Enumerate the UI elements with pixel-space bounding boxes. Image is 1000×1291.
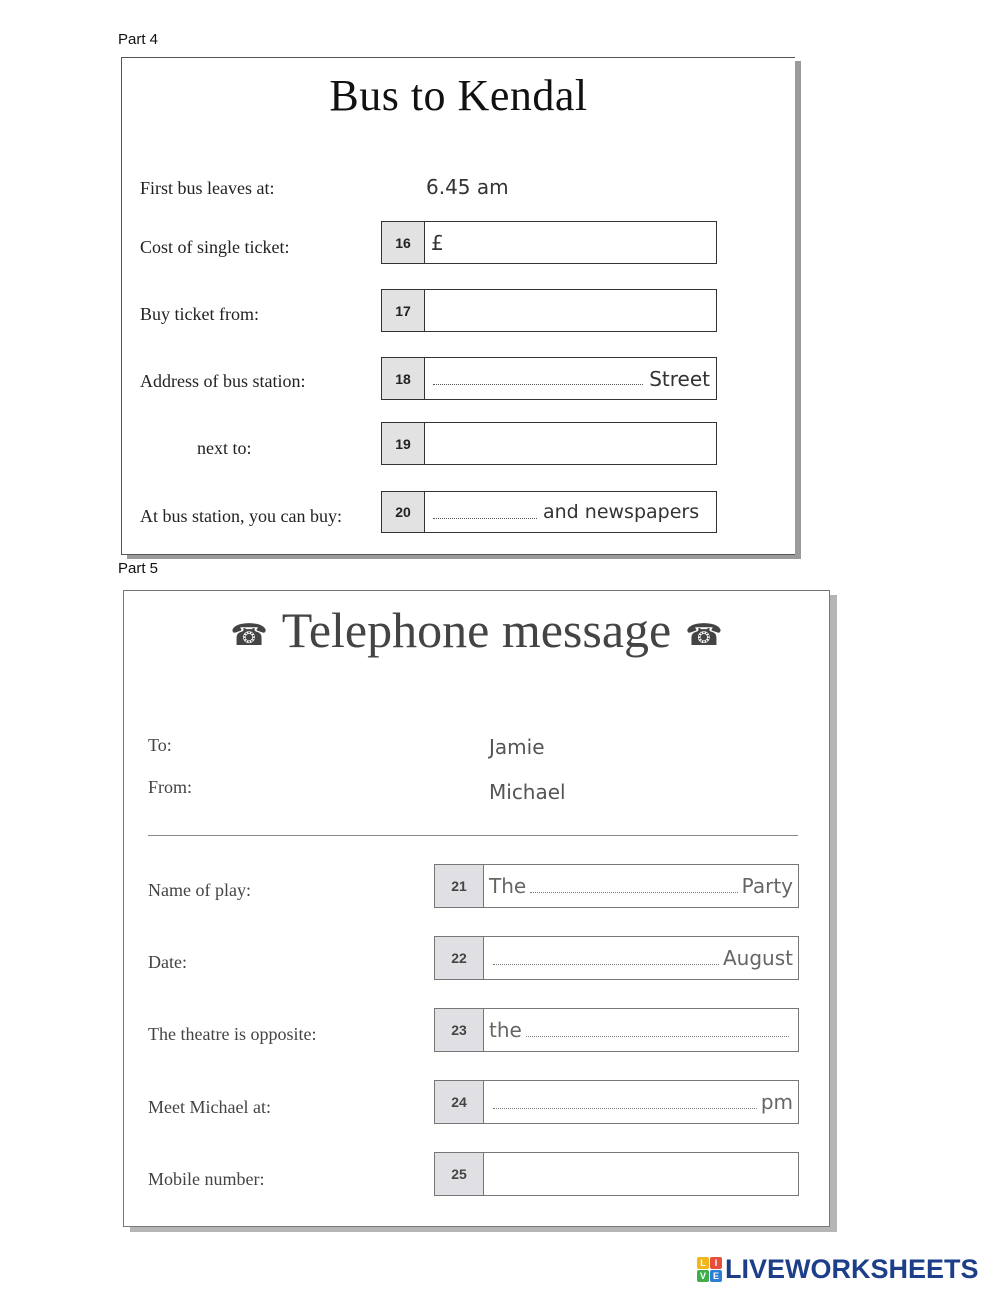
answer-suffix-20: and newspapers xyxy=(543,501,700,523)
dotted-line-23 xyxy=(526,1036,789,1037)
question-number-20: 20 xyxy=(382,492,425,532)
row-20-label: At bus station, you can buy: xyxy=(140,506,342,526)
answer-prefix-23: the xyxy=(489,1018,522,1042)
answer-field-16[interactable] xyxy=(425,222,716,263)
logo-mark-tile: I xyxy=(710,1257,722,1269)
answer-box-19[interactable] xyxy=(381,422,717,465)
liveworksheets-logo-text: LIVEWORKSHEETS xyxy=(725,1254,979,1284)
logo-mark-tile: V xyxy=(697,1270,709,1282)
question-number-21: 21 xyxy=(435,865,484,907)
liveworksheets-logo xyxy=(697,1254,979,1285)
liveworksheets-logo-mark xyxy=(697,1257,722,1282)
row-24-label: Meet Michael at: xyxy=(148,1097,271,1117)
question-number-19: 19 xyxy=(382,423,425,464)
answer-field-21[interactable] xyxy=(484,865,798,907)
row-23-label: The theatre is opposite: xyxy=(148,1024,317,1044)
answer-field-24[interactable] xyxy=(484,1081,798,1123)
question-number-22: 22 xyxy=(435,937,484,979)
answer-suffix-24: pm xyxy=(760,1090,793,1114)
answer-box-18[interactable] xyxy=(381,357,717,400)
telephone-icon: ☎ xyxy=(685,619,723,653)
row-19-label: next to: xyxy=(197,438,252,458)
answer-field-23[interactable] xyxy=(484,1009,798,1051)
question-number-25: 25 xyxy=(435,1153,484,1195)
answer-prefix-16: £ xyxy=(431,230,444,255)
bus-card-title: Bus to Kendal xyxy=(329,71,588,120)
question-number-17: 17 xyxy=(382,290,425,331)
answer-field-20[interactable] xyxy=(425,492,716,532)
answer-box-22[interactable] xyxy=(434,936,799,980)
first-bus-label: First bus leaves at: xyxy=(140,178,275,198)
answer-box-25[interactable] xyxy=(434,1152,799,1196)
answer-field-19[interactable] xyxy=(425,423,716,464)
dotted-line-24 xyxy=(493,1108,757,1109)
dotted-line-18 xyxy=(433,384,643,385)
telephone-title-text: Telephone message xyxy=(281,602,672,658)
row-17-label: Buy ticket from: xyxy=(140,304,259,324)
row-18-label: Address of bus station: xyxy=(140,371,306,391)
answer-field-25[interactable] xyxy=(484,1153,798,1195)
telephone-card-title xyxy=(124,601,829,659)
answer-field-22[interactable] xyxy=(484,937,798,979)
bus-to-kendal-card xyxy=(121,57,795,555)
to-value: Jamie xyxy=(489,735,545,759)
from-label: From: xyxy=(148,777,193,797)
to-label: To: xyxy=(148,735,172,755)
answer-suffix-21: Party xyxy=(741,874,793,898)
part-5-label: Part 5 xyxy=(118,560,159,577)
dotted-line-22 xyxy=(493,964,719,965)
dotted-line-21 xyxy=(530,892,737,893)
answer-field-18[interactable] xyxy=(425,358,716,399)
first-bus-value: 6.45 am xyxy=(426,175,509,199)
telephone-icon: ☎ xyxy=(230,619,268,653)
from-value: Michael xyxy=(489,780,566,804)
question-number-18: 18 xyxy=(382,358,425,399)
row-21-label: Name of play: xyxy=(148,880,251,900)
answer-suffix-22: August xyxy=(723,946,793,970)
answer-box-20[interactable] xyxy=(381,491,717,533)
row-16-label: Cost of single ticket: xyxy=(140,237,290,257)
answer-field-17[interactable] xyxy=(425,290,716,331)
question-number-24: 24 xyxy=(435,1081,484,1123)
answer-prefix-21: The xyxy=(489,874,527,898)
question-number-23: 23 xyxy=(435,1009,484,1051)
dotted-line-20 xyxy=(433,518,537,519)
row-25-label: Mobile number: xyxy=(148,1169,265,1189)
answer-box-21[interactable] xyxy=(434,864,799,908)
answer-box-16[interactable] xyxy=(381,221,717,264)
answer-box-24[interactable] xyxy=(434,1080,799,1124)
divider-line xyxy=(148,835,798,836)
answer-suffix-18: Street xyxy=(649,366,710,391)
answer-box-17[interactable] xyxy=(381,289,717,332)
telephone-message-card xyxy=(123,590,830,1227)
part-4-label: Part 4 xyxy=(118,31,159,48)
logo-mark-tile: E xyxy=(710,1270,722,1282)
row-22-label: Date: xyxy=(148,952,187,972)
answer-box-23[interactable] xyxy=(434,1008,799,1052)
logo-mark-tile: L xyxy=(697,1257,709,1269)
question-number-16: 16 xyxy=(382,222,425,263)
